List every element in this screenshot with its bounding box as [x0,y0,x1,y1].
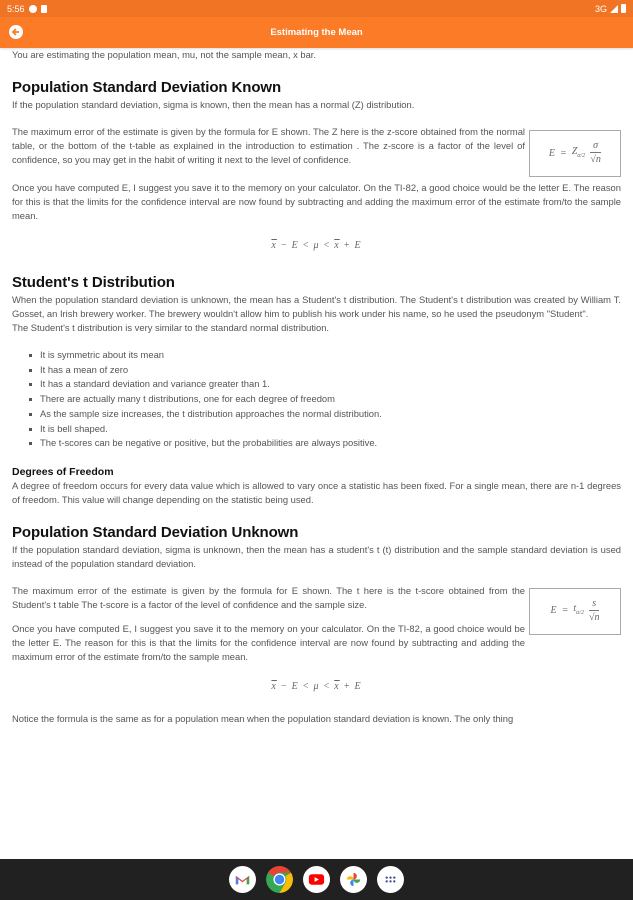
interval-end: + E [339,240,362,251]
heading-sd-known: Population Standard Deviation Known [12,79,282,96]
formula-numerator: σ [590,140,601,153]
formula-lhs: E [548,147,556,159]
list-item: It is bell shaped. [40,422,621,437]
dock-photos[interactable] [340,866,367,893]
formula-paragraph [12,584,621,664]
confidence-interval-formula [12,680,621,694]
confidence-interval-formula [12,239,621,253]
formula-factor-sub: α/2 [577,152,586,159]
paragraph: If the population standard deviation, sigma is known, then the mean has a normal (Z) distribution. [12,99,415,110]
formula-fraction [590,140,601,167]
formula-denominator: √n [588,611,600,623]
back-button[interactable] [9,25,23,39]
formula-eq: = [561,605,569,617]
status-bar [0,0,633,17]
signal-icon [610,5,618,13]
paragraph: Once you have computed E, I suggest you save it to the memory on your calculator. On the TI-82, a good choice would be the letter E. The reason for this is that the limits for the confidence interval are now found by subtracting and adding the maximum error of the estimate from/to the sample mean. [12,182,621,221]
list-item: It has a standard deviation and variance greater than 1. [40,377,621,392]
formula-factor-symbol: t [573,603,577,615]
interval-mid: − E < μ < [276,680,335,692]
xbar: $\overline{x}$ [334,680,340,692]
formula-lhs: E [550,605,557,617]
photos-icon [344,870,363,889]
t-distribution-properties-list [12,348,621,451]
xbar: $\overline{x}$ [271,680,277,692]
list-item: It is symmetric about its mean [40,348,621,363]
paragraph: The Student's t distribution is very similar to the standard normal distribution. [12,322,330,333]
status-time: 5:56 [7,3,25,14]
formula-factor [573,602,584,620]
page-title: Estimating the Mean [270,27,363,38]
formula-z [529,130,621,177]
interval-end: + E [339,680,362,692]
xbar: $\overline{x}$ [334,240,340,251]
paragraph: If the population standard deviation, sigma is unknown, then the mean has a student's t (t) distribution and the sample standard deviation is used instead of the population standard deviation. [12,543,621,569]
formula-numerator: s [589,598,599,611]
app-bar [0,17,633,48]
paragraph: A degree of freedom occurs for every data value which is allowed to vary once a statistic has been fixed. For a single mean, there are n-1 degrees of freedom. This value will change depending on the statistic being used. [12,479,621,505]
interval-mid: − E < μ < [276,240,335,251]
article-content[interactable] [0,48,633,859]
arrow-left-icon [11,27,21,37]
dock-app-drawer[interactable] [377,866,404,893]
list-item: As the sample size increases, the t distribution approaches the normal distribution. [40,407,621,422]
subheading-degrees-of-freedom: Degrees of Freedom [12,465,114,478]
paragraph: The maximum error of the estimate is given by the formula for E shown. The Z here is the z-score obtained from the normal table, or the bottom of the t-table as explained in the introduction to estimation . The z-score is a factor of the level of confidence, so you may get in the habit of writing it next to the level of confidence. [12,126,525,165]
list-item: It has a mean of zero [40,363,621,378]
formula-factor-sub: α/2 [576,610,584,617]
youtube-icon [307,870,326,889]
sim-card-icon [41,5,47,13]
dock-youtube[interactable] [303,866,330,893]
paragraph: When the population standard deviation is unknown, the mean has a Student's t distribution. The Student's t distribution was created by William T. Gosset, an Irish brewery worker. The brewery wouldn't allow him to publish his work under his name, so he used the pseudonym "Student". [12,294,621,319]
network-type: 3G [594,3,607,14]
taskbar-dock [0,859,633,900]
paragraph: Once you have computed E, I suggest you save it to the memory on your calculator. On the TI-82, a good choice would be the letter E. The reason for this is that the limits for the confidence interval are now found by subtracting and adding the maximum error of the estimate from/to the sample mean. [12,622,525,662]
list-item: There are actually many t distributions, one for each degree of freedom [40,392,621,407]
dock-chrome[interactable] [266,866,293,893]
notification-icon [29,5,37,13]
dock-gmail[interactable] [229,866,256,893]
heading-t-distribution: Student's t Distribution [12,274,175,291]
formula-factor-symbol: Z [571,145,578,157]
heading-sd-unknown: Population Standard Deviation Unknown [12,523,299,541]
formula-t [529,588,621,635]
xbar: $\overline{x}$ [271,240,277,251]
formula-denominator: √n [590,154,601,165]
chrome-icon [266,866,293,893]
battery-icon [621,4,626,13]
formula-fraction [589,598,600,625]
paragraph: Notice the formula is the same as for a population mean when the population standard deviation is known. The only thing [12,712,514,724]
gmail-icon [233,870,252,889]
intro-text: You are estimating the population mean, mu, not the sample mean, x bar. [12,49,317,60]
app-grid-icon [381,870,400,889]
paragraph: The maximum error of the estimate is given by the formula for E shown. The t here is the t-score obtained from the Student's t table The t-score is a factor of the level of confidence and the sample size. [12,584,525,610]
formula-paragraph [12,125,621,181]
formula-eq: = [560,147,567,159]
formula-factor [572,145,585,163]
list-item: The t-scores can be negative or positive, but the probabilities are always positive. [40,436,621,451]
